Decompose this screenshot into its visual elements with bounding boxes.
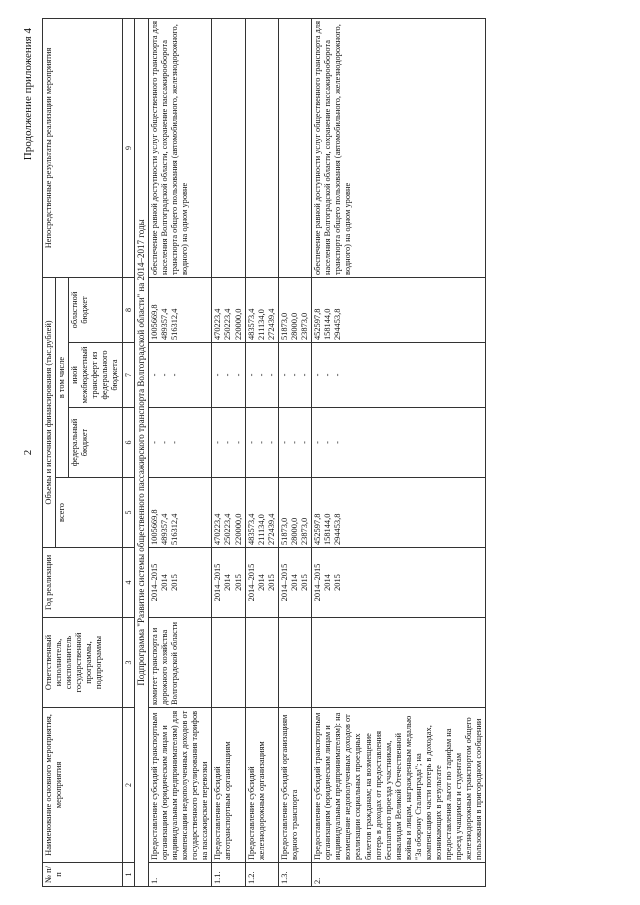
row-years-value: 2014–2015 xyxy=(279,563,289,602)
row-name: Предоставление субсидий транспортным организациям (юридическим лицам и индивидуальным предпринимателям) для компенсации недополученных доходов от государственного регулирования тарифов на пассажирские перевозки xyxy=(148,708,211,863)
row-num: 2. xyxy=(312,863,486,887)
row-total-value: 452597,8 xyxy=(313,513,323,545)
row-result xyxy=(245,19,278,278)
row-total-value: 250223,4 xyxy=(223,513,233,545)
row-result: обеспечение равной доступности услуг общественного транспорта для населения Волгоградской области, сохранение пассажирооборота транспорта общего пользования (автомобильного, железнодорожного, водного) на одном уровне xyxy=(148,19,211,278)
row-transfer-value: - xyxy=(266,373,276,377)
column-index-row xyxy=(122,19,135,887)
row-years-value: 2014–2015 xyxy=(246,563,256,602)
table-row xyxy=(312,19,486,887)
header-results: Непосредственные результаты реализации мероприятия xyxy=(43,19,123,278)
header-funding: Объемы и источники финансирования (тыс.рублей) xyxy=(43,278,56,548)
header-num: № п/п xyxy=(43,863,123,887)
row-total-value: 51873,0 xyxy=(279,517,289,545)
row-federal-value: - xyxy=(149,441,159,444)
column-index-cell: 8 xyxy=(122,278,135,343)
row-years-value: 2015 xyxy=(266,574,276,591)
row-transfer-value: - xyxy=(233,373,243,377)
row-transfer-value: - xyxy=(279,373,289,377)
row-federal-value: - xyxy=(160,441,170,444)
table-row xyxy=(278,19,311,887)
row-regional-value: 452597,8 xyxy=(313,308,323,340)
row-name: Предоставление субсидий железнодорожным организациям xyxy=(245,708,278,863)
column-index-cell: 7 xyxy=(122,343,135,408)
row-regional-value: 294453,8 xyxy=(333,308,343,340)
row-total-value: 28000,0 xyxy=(289,517,299,545)
row-regional-value: 516312,4 xyxy=(170,308,180,340)
row-years-value: 2014 xyxy=(256,574,266,591)
row-federal-value: - xyxy=(223,441,233,444)
row-executor xyxy=(278,618,311,708)
row-num: 1.1. xyxy=(212,863,245,887)
row-transfer-value: - xyxy=(223,373,233,377)
row-transfer xyxy=(245,343,278,408)
row-transfer xyxy=(212,343,245,408)
row-total-value: 23873,0 xyxy=(300,517,310,545)
row-federal-value: - xyxy=(279,441,289,444)
row-transfer-value: - xyxy=(213,373,223,377)
row-years-value: 2014 xyxy=(223,574,233,591)
row-federal-value: - xyxy=(266,441,276,444)
row-name: Предоставление субсидий организациям водного транспорта xyxy=(278,708,311,863)
row-years xyxy=(245,548,278,618)
row-regional-value: 51873,0 xyxy=(279,312,289,340)
row-years xyxy=(212,548,245,618)
row-regional-value: 220000,0 xyxy=(233,308,243,340)
row-result xyxy=(278,19,311,278)
header-executor: Ответственный исполнитель, соисполнитель государственной программы, подпрограммы xyxy=(43,618,123,708)
table-body xyxy=(135,19,486,887)
row-executor xyxy=(212,618,245,708)
row-total-value: 470223,4 xyxy=(213,513,223,545)
row-years xyxy=(278,548,311,618)
row-federal xyxy=(245,408,278,478)
row-total-value: 483573,4 xyxy=(246,513,256,545)
header-total: всего xyxy=(56,478,122,548)
row-federal-value: - xyxy=(233,441,243,444)
row-executor xyxy=(245,618,278,708)
row-years xyxy=(312,548,486,618)
program-table xyxy=(42,18,486,887)
row-transfer-value: - xyxy=(256,373,266,377)
row-transfer-value: - xyxy=(149,373,159,377)
row-federal xyxy=(148,408,211,478)
table-row xyxy=(148,19,211,887)
row-regional xyxy=(278,278,311,343)
row-regional xyxy=(312,278,486,343)
row-total-value: 220000,0 xyxy=(233,513,243,545)
header-incl: в том числе xyxy=(56,278,69,478)
row-transfer-value: - xyxy=(289,373,299,377)
row-years-value: 2014 xyxy=(289,574,299,591)
column-index-cell: 4 xyxy=(122,548,135,618)
row-regional-value: 489357,4 xyxy=(160,308,170,340)
row-regional-value: 211134,0 xyxy=(256,309,266,340)
row-regional-value: 250223,4 xyxy=(223,308,233,340)
row-regional-value: 28000,0 xyxy=(289,312,299,340)
row-regional-value: 272439,4 xyxy=(266,308,276,340)
row-regional xyxy=(148,278,211,343)
header-year: Год реализации xyxy=(43,548,123,618)
row-years-value: 2015 xyxy=(333,574,343,591)
row-total-value: 294453,8 xyxy=(333,513,343,545)
header-transfer: иной межбюджетный трансферт из федерального бюджета xyxy=(69,343,122,408)
row-regional-value: 1005669,8 xyxy=(149,304,159,340)
row-federal-value: - xyxy=(323,441,333,444)
row-total-value: 158144,0 xyxy=(323,513,333,545)
column-index-cell: 6 xyxy=(122,408,135,478)
row-federal-value: - xyxy=(300,441,310,444)
subprogram-title: Подпрограмма "Развитие системы общественного пассажирского транспорта Волгоградской области" на 2014–2017 годы xyxy=(135,19,149,887)
row-regional-value: 470223,4 xyxy=(213,308,223,340)
row-total-value: 1005669,8 xyxy=(149,509,159,545)
header-name: Наименование основного мероприятия, мероприятия xyxy=(43,708,123,863)
row-transfer xyxy=(148,343,211,408)
row-name: Предоставление субсидий автотранспортным организациям xyxy=(212,708,245,863)
table-row xyxy=(212,19,245,887)
row-total-value: 516312,4 xyxy=(170,513,180,545)
table-row xyxy=(245,19,278,887)
row-transfer-value: - xyxy=(160,373,170,377)
row-executor: комитет транспорта и дорожного хозяйства Волгоградской области xyxy=(148,618,211,708)
column-index-cell: 3 xyxy=(122,618,135,708)
row-total-value: 211134,0 xyxy=(256,514,266,545)
table-header xyxy=(43,19,135,887)
row-transfer-value: - xyxy=(246,373,256,377)
appendix-caption: Продолжение приложения 4 xyxy=(22,28,34,161)
row-total xyxy=(245,478,278,548)
row-transfer-value: - xyxy=(170,373,180,377)
row-transfer-value: - xyxy=(323,373,333,377)
row-years-value: 2014 xyxy=(323,574,333,591)
row-years-value: 2015 xyxy=(170,574,180,591)
page-number: 2 xyxy=(22,449,34,456)
row-years-value: 2014 xyxy=(160,574,170,591)
row-total-value: 489357,4 xyxy=(160,513,170,545)
row-federal xyxy=(212,408,245,478)
row-years xyxy=(148,548,211,618)
header-regional: областной бюджет xyxy=(69,278,122,343)
row-total xyxy=(278,478,311,548)
row-num: 1. xyxy=(148,863,211,887)
row-transfer xyxy=(312,343,486,408)
row-years-value: 2014–2015 xyxy=(213,563,223,602)
row-federal-value: - xyxy=(256,441,266,444)
row-regional xyxy=(245,278,278,343)
row-name: Предоставление субсидий транспортным организациям (юридическим лицам и индивидуальным предпринимателям): на возмещение недополученных доходов от реализации социальных проездных билетов гражданам; на возмещение потерь в доходах от предоставления бесплатного проезда участникам, инвалидам Великой Отечественной войны и лицам, награжденным медалью "За оборону Сталинграда"; на компенсацию части потерь в доходах, возникающих в результате предоставления льгот по тарифам на проезд учащимся и студентам железнодорожным транспортом общего пользования в пригородном сообщении xyxy=(312,708,486,863)
row-regional xyxy=(212,278,245,343)
row-transfer-value: - xyxy=(300,373,310,377)
row-years-value: 2014–2015 xyxy=(149,563,159,602)
row-transfer-value: - xyxy=(333,373,343,377)
row-result: обеспечение равной доступности услуг общественного транспорта для населения Волгоградской области, сохранение пассажирооборота транспорта общего пользования (автомобильного, железнодорожного, водного) на одном уровне xyxy=(312,19,486,278)
row-federal xyxy=(278,408,311,478)
row-years-value: 2015 xyxy=(300,574,310,591)
row-federal-value: - xyxy=(213,441,223,444)
row-years-value: 2015 xyxy=(233,574,243,591)
row-federal-value: - xyxy=(333,441,343,444)
row-federal-value: - xyxy=(246,441,256,444)
row-transfer xyxy=(278,343,311,408)
column-index-cell: 9 xyxy=(122,19,135,278)
row-federal xyxy=(312,408,486,478)
row-regional-value: 483573,4 xyxy=(246,308,256,340)
row-total xyxy=(212,478,245,548)
row-transfer-value: - xyxy=(313,373,323,377)
column-index-cell: 1 xyxy=(122,863,135,887)
row-federal-value: - xyxy=(289,441,299,444)
row-num: 1.3. xyxy=(278,863,311,887)
row-result xyxy=(212,19,245,278)
row-regional-value: 23873,0 xyxy=(300,312,310,340)
row-num: 1.2. xyxy=(245,863,278,887)
row-total xyxy=(148,478,211,548)
row-regional-value: 158144,0 xyxy=(323,308,333,340)
row-total-value: 272439,4 xyxy=(266,513,276,545)
header-federal: федеральный бюджет xyxy=(69,408,122,478)
column-index-cell: 5 xyxy=(122,478,135,548)
row-federal-value: - xyxy=(313,441,323,444)
row-executor xyxy=(312,618,486,708)
row-federal-value: - xyxy=(170,441,180,444)
row-total xyxy=(312,478,486,548)
column-index-cell: 2 xyxy=(122,708,135,863)
row-years-value: 2014–2015 xyxy=(313,563,323,602)
